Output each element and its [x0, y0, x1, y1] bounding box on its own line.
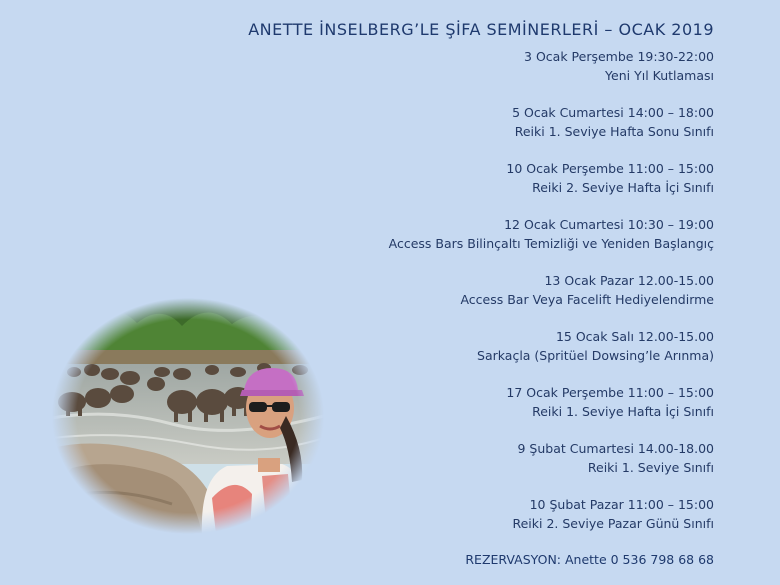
event-name: Reiki 2. Seviye Hafta İçi Sınıfı	[532, 180, 714, 195]
event-item	[254, 159, 714, 215]
event-date: 3 Ocak Perşembe 19:30-22:00	[524, 49, 714, 64]
event-name: Sarkaçla (Spritüel Dowsing’le Arınma)	[477, 348, 714, 363]
event-name: Access Bars Bilinçaltı Temizliği ve Yeniden Başlangıç	[388, 236, 714, 251]
event-date: 10 Ocak Perşembe 11:00 – 15:00	[506, 161, 714, 176]
event-item	[254, 215, 714, 271]
event-date: 10 Şubat Pazar 11:00 – 15:00	[529, 497, 714, 512]
event-date: 15 Ocak Salı 12.00-15.00	[555, 329, 714, 344]
event-date: 5 Ocak Cumartesi 14:00 – 18:00	[512, 105, 714, 120]
page-title: ANETTE İNSELBERG’LE ŞİFA SEMİNERLERİ – OCAK 2019	[248, 20, 714, 39]
event-name: Reiki 2. Seviye Pazar Günü Sınıfı	[512, 516, 714, 531]
event-name: Yeni Yıl Kutlaması	[605, 68, 714, 83]
event-date: 13 Ocak Pazar 12.00-15.00	[544, 273, 714, 288]
event-item	[254, 103, 714, 159]
event-item	[254, 47, 714, 103]
event-date: 12 Ocak Cumartesi 10:30 – 19:00	[504, 217, 714, 232]
event-date: 17 Ocak Perşembe 11:00 – 15:00	[506, 385, 714, 400]
reservation-contact: REZERVASYON: Anette 0 536 798 68 68	[465, 552, 714, 567]
event-name: Reiki 1. Seviye Hafta İçi Sınıfı	[532, 404, 714, 419]
photo-oval	[52, 298, 324, 534]
event-date: 9 Şubat Cumartesi 14.00-18.00	[517, 441, 714, 456]
event-name: Reiki 1. Seviye Sınıfı	[587, 460, 714, 475]
event-name: Reiki 1. Seviye Hafta Sonu Sınıfı	[514, 124, 714, 139]
event-name: Access Bar Veya Facelift Hediyelendirme	[460, 292, 714, 307]
